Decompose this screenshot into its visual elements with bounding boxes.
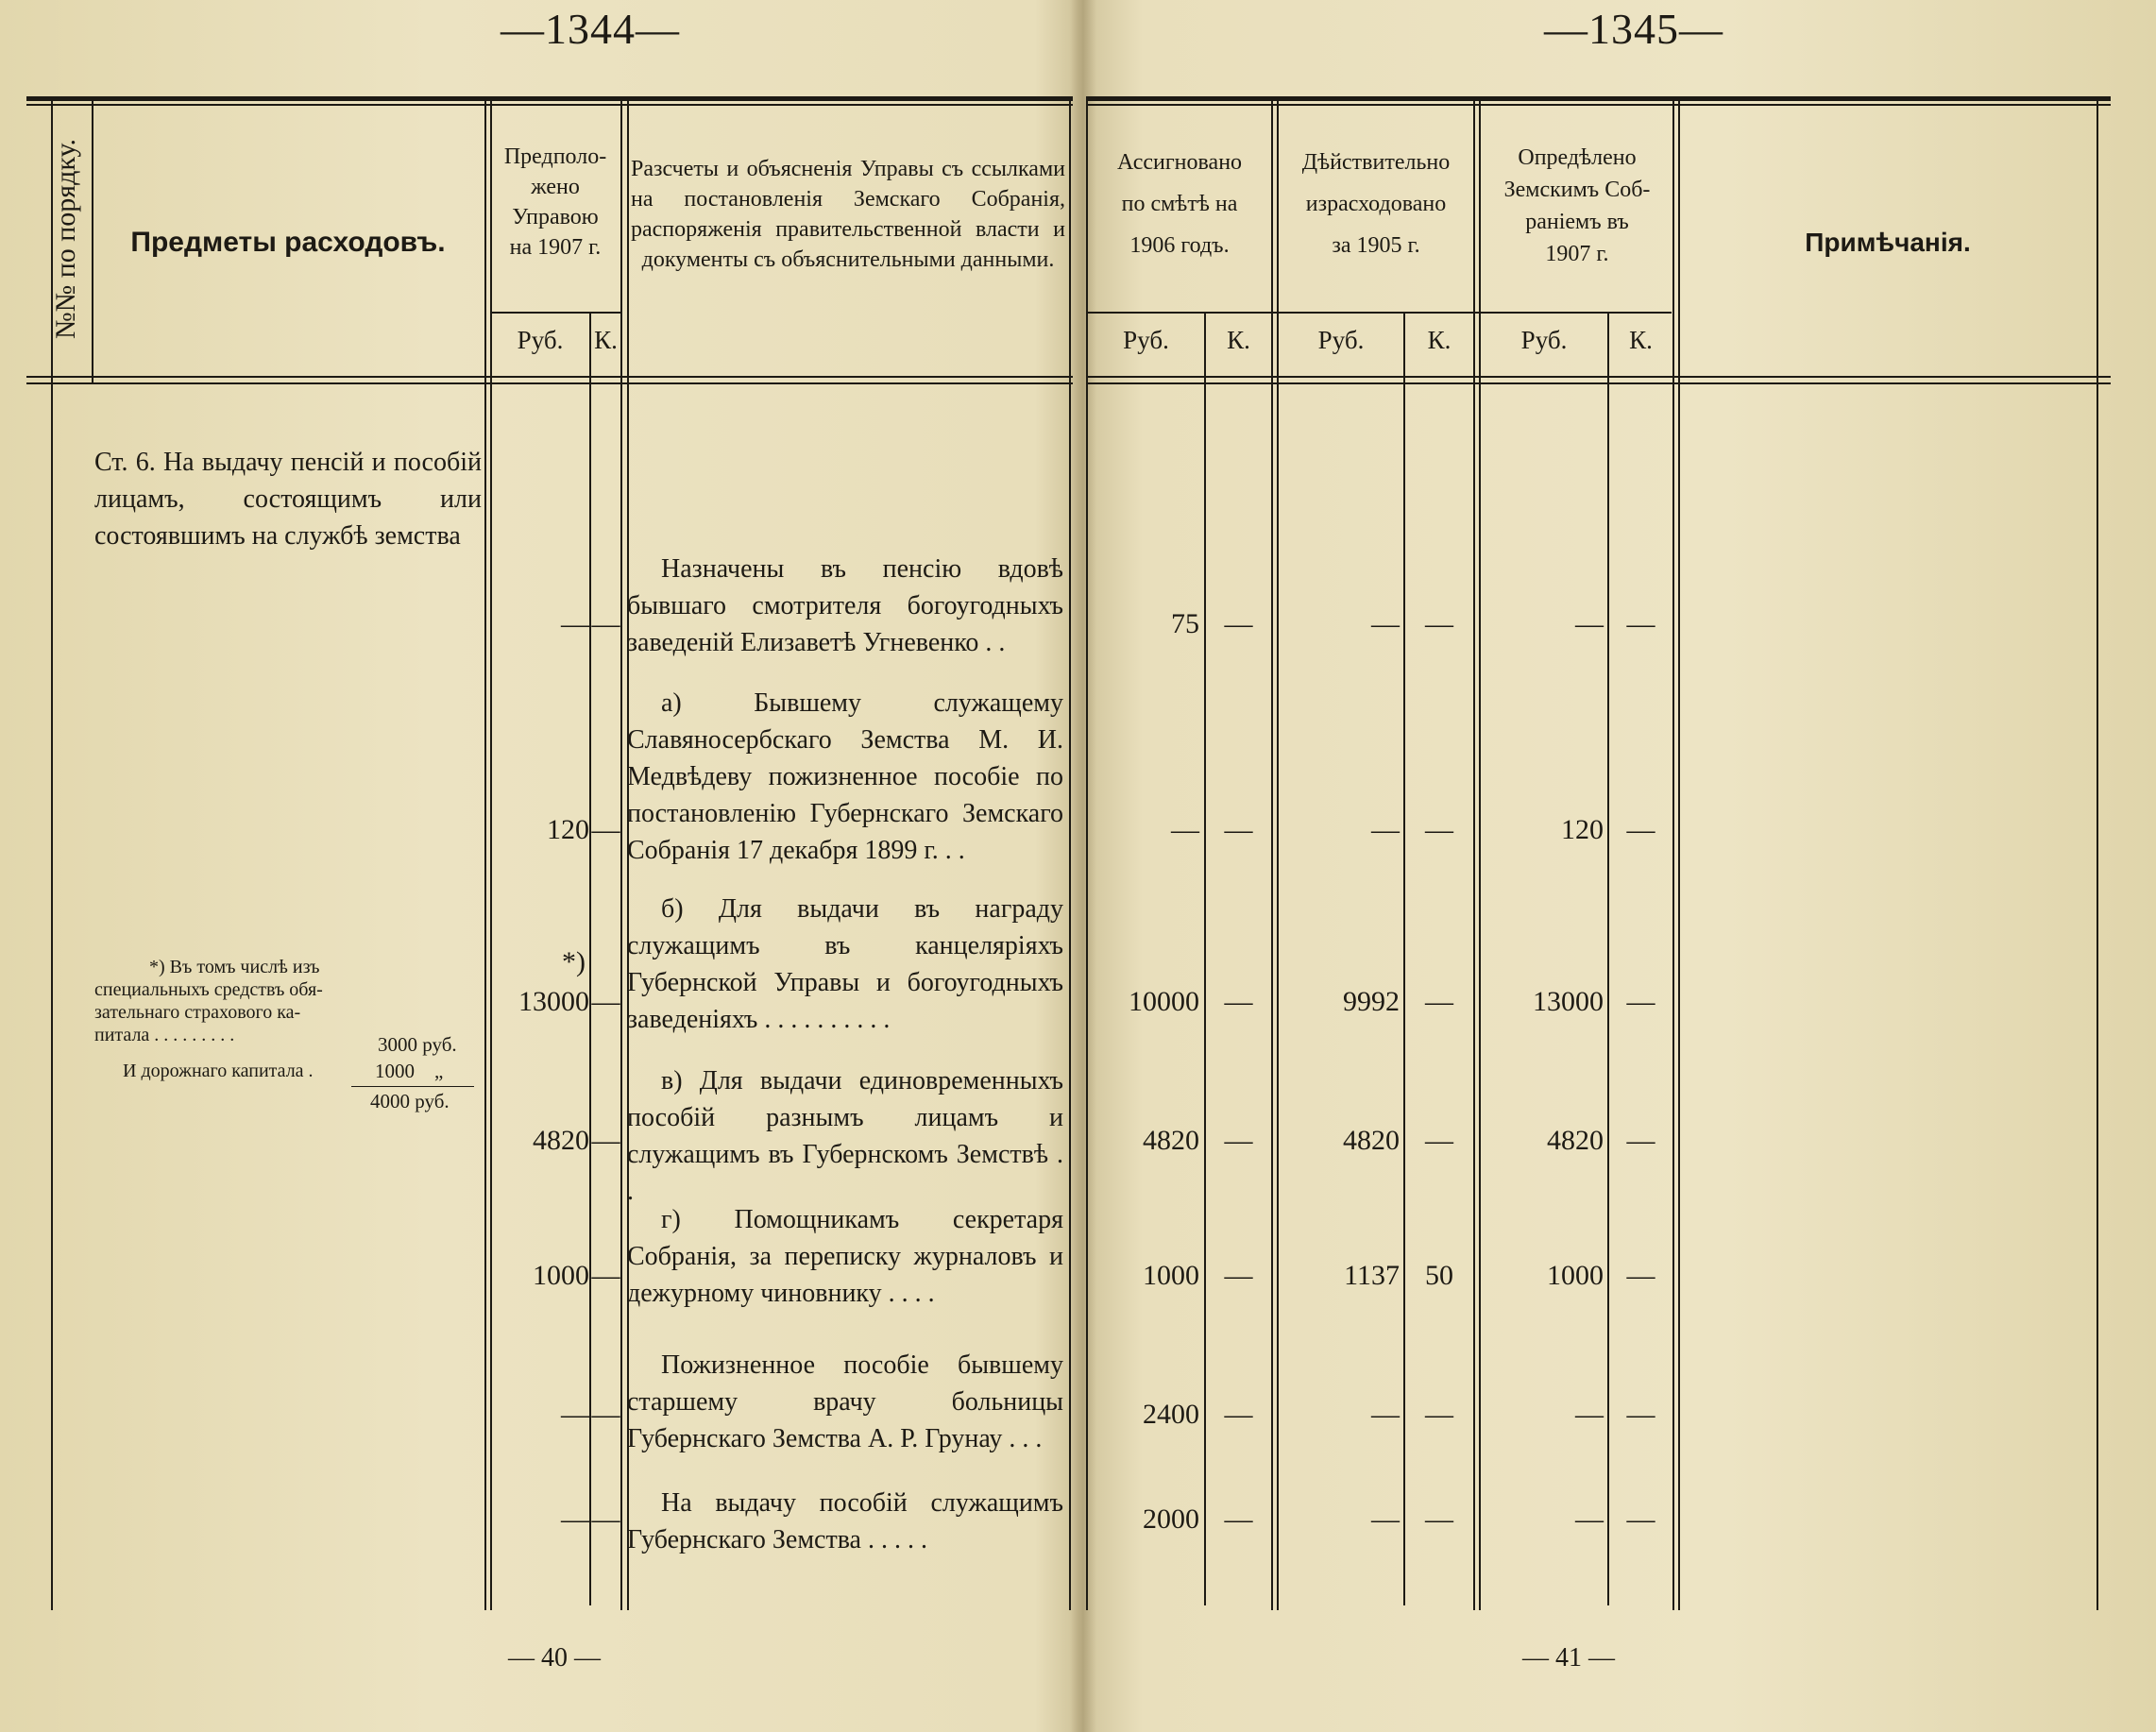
article-heading: Ст. 6. На выдачу пенсій и пособій лицамъ, состоящимъ или состоявшимъ на службѣ земства [94, 448, 482, 551]
spent-rub-cell: — [1371, 608, 1400, 639]
det-kop-cell: — [1626, 1260, 1655, 1291]
right-footer-number: — 41 — [1522, 1643, 1615, 1673]
col-line [1069, 99, 1071, 1610]
spent-rub-cell: 1137 [1344, 1260, 1400, 1291]
header-rule-right-2 [1086, 382, 2111, 384]
spent-rub-label: Руб. [1317, 326, 1365, 354]
det-kop-cell: — [1626, 608, 1655, 639]
spent-rub-cell: — [1371, 1503, 1400, 1535]
proposed-rub-cell: 4820 [533, 1125, 589, 1156]
assigned-kop-cell: — [1224, 1260, 1253, 1291]
sub-rule [490, 312, 620, 314]
col-line [1271, 99, 1273, 1610]
assigned-kop-cell: — [1224, 1399, 1253, 1430]
footnote-total: 4000 руб. [370, 1090, 450, 1112]
header-rule-left-2 [26, 382, 1073, 384]
assigned-rub-cell: 2400 [1143, 1399, 1199, 1430]
header-assigned: Ассигновано по смѣтѣ на 1906 годъ. [1116, 150, 1243, 258]
proposed-rub-cell: 1000 [533, 1260, 589, 1291]
row-description: б) Для выдачи въ награду служащимъ въ канцеляріяхъ Губернской Управы и богоугодныхъ заведеніяхъ . . . . . . . . . . [627, 894, 1063, 1034]
assigned-kop-cell: — [1224, 1503, 1253, 1535]
det-kop-label: К. [1629, 326, 1653, 354]
spent-rub-cell: — [1371, 814, 1400, 845]
spent-kop-cell: 50 [1425, 1260, 1453, 1291]
header-spent: Дѣйствительно израсходовано за 1905 г. [1301, 150, 1451, 258]
col-line [1672, 99, 1674, 1610]
proposed-kop-cell: — [591, 1399, 620, 1430]
header-order: №№ по порядку. [50, 138, 81, 340]
proposed-rub-label: Руб. [517, 326, 564, 354]
det-rub-label: Руб. [1520, 326, 1568, 354]
assigned-rub-cell: 10000 [1129, 986, 1199, 1017]
assigned-rub-cell: 75 [1171, 608, 1199, 639]
proposed-kop-label: К. [594, 326, 618, 354]
header-explanations: Разсчеты и объясненія Управы съ ссылками на постановленія Земскаго Собранія, распоряженія правительственной власти и документы съ объяснительными данными. [631, 157, 1065, 272]
spent-kop-label: К. [1427, 326, 1451, 354]
spent-rub-cell: — [1371, 1399, 1400, 1430]
spent-kop-cell: — [1425, 1503, 1453, 1535]
col-line [2097, 99, 2098, 1610]
proposed-rub-cell: — [561, 608, 589, 639]
spent-rub-cell: 4820 [1343, 1125, 1400, 1156]
footnote-amount: 3000 руб. [378, 1033, 457, 1056]
assigned-kop-cell: — [1224, 1125, 1253, 1156]
col-line [92, 99, 93, 382]
header-determined: Опредѣлено Земскимъ Соб- раніемъ въ 1907 г. [1503, 145, 1651, 266]
proposed-kop-cell: — [591, 1125, 620, 1156]
header-notes: Примѣчанія. [1805, 228, 1971, 257]
row-description: Назначены въ пенсію вдовѣ бывшаго смотрителя богоугодныхъ заведеній Елизаветѣ Угневенко . . [627, 554, 1063, 657]
assigned-rub-cell: 4820 [1143, 1125, 1199, 1156]
proposed-rub-cell: 13000 [518, 986, 589, 1017]
det-rub-cell: 120 [1561, 814, 1604, 845]
footnote-amount: 1000 [375, 1060, 415, 1082]
det-rub-cell: — [1575, 1503, 1604, 1535]
row-description: Пожизненное пособіе бывшему старшему врачу больницы Губернскаго Земства А. Р. Грунау . . . [627, 1350, 1063, 1453]
det-rub-cell: 1000 [1547, 1260, 1604, 1291]
det-kop-cell: — [1626, 1503, 1655, 1535]
proposed-kop-cell: — [591, 608, 620, 639]
proposed-kop-cell: — [591, 986, 620, 1017]
footnote-marker: *) [562, 946, 586, 977]
spent-kop-cell: — [1425, 1125, 1453, 1156]
row-description: а) Бывшему служащему Славяносербскаго Земства М. И. Медвѣдеву пожизненное пособіе по постановленію Губернскаго Земскаго Собранія 17 декабря 1899 г. . . [627, 688, 1063, 865]
spent-kop-cell: — [1425, 986, 1453, 1017]
det-kop-cell: — [1626, 986, 1655, 1017]
sub-rule [1086, 312, 1672, 314]
assigned-kop-cell: — [1224, 986, 1253, 1017]
proposed-rub-cell: — [561, 1503, 589, 1535]
row-description: г) Помощникамъ секретаря Собранія, за переписку журналовъ и дежурному чиновнику . . . . [627, 1205, 1063, 1308]
row-description: в) Для выдачи единовременныхъ пособій разнымъ лицамъ и служащимъ въ Губернскомъ Земствѣ . . [627, 1066, 1063, 1206]
top-rule-right [1086, 96, 2111, 101]
assigned-rub-cell: 2000 [1143, 1503, 1199, 1535]
assigned-rub-cell: — [1171, 814, 1199, 845]
det-kop-cell: — [1626, 814, 1655, 845]
det-rub-cell: 4820 [1547, 1125, 1604, 1156]
row-description: На выдачу пособій служащимъ Губернскаго Земства . . . . . [627, 1488, 1063, 1554]
left-footer-number: — 40 — [508, 1643, 601, 1673]
header-proposed: Предполо- жено Управою на 1907 г. [503, 144, 607, 260]
header-items: Предметы расходовъ. [130, 227, 446, 258]
det-kop-cell: — [1626, 1399, 1655, 1430]
assigned-kop-cell: — [1224, 814, 1253, 845]
top-rule-left [26, 96, 1073, 101]
right-page-number: —1345— [1544, 5, 1723, 53]
det-rub-cell: — [1575, 1399, 1604, 1430]
proposed-rub-cell: — [561, 1399, 589, 1430]
footnote-line: специальныхъ средствъ обя- [94, 979, 323, 1000]
spent-kop-cell: — [1425, 608, 1453, 639]
proposed-rub-cell: 120 [547, 814, 589, 845]
det-rub-cell: 13000 [1533, 986, 1604, 1017]
footnote-rule [351, 1086, 474, 1087]
spent-kop-cell: — [1425, 1399, 1453, 1430]
spent-kop-cell: — [1425, 814, 1453, 845]
col-line [620, 99, 622, 1610]
col-line [1473, 99, 1475, 1610]
header-rule-left [26, 376, 1073, 378]
left-page-number: —1344— [501, 5, 680, 53]
footnote-line: *) Въ томъ числѣ изъ [149, 957, 320, 977]
footnote-line: зательнаго страхового ка- [94, 1002, 301, 1023]
footnote-line: И дорожнаго капитала . [123, 1061, 314, 1081]
top-rule-right-thin [1086, 104, 2111, 106]
footnote-ditto: „ [434, 1060, 444, 1082]
spent-rub-cell: 9992 [1343, 986, 1400, 1017]
col-line [484, 99, 486, 1610]
footnote-line: питала . . . . . . . . . [94, 1025, 235, 1045]
assigned-rub-cell: 1000 [1143, 1260, 1199, 1291]
det-kop-cell: — [1626, 1125, 1655, 1156]
assigned-rub-label: Руб. [1123, 326, 1169, 354]
assigned-kop-cell: — [1224, 608, 1253, 639]
assigned-kop-label: К. [1227, 326, 1250, 354]
proposed-kop-cell: — [591, 1260, 620, 1291]
det-rub-cell: — [1575, 608, 1604, 639]
proposed-kop-cell: — [591, 1503, 620, 1535]
top-rule-left-thin [26, 104, 1073, 106]
col-line [1678, 99, 1680, 1610]
header-rule-right [1086, 376, 2111, 378]
proposed-kop-cell: — [591, 814, 620, 845]
